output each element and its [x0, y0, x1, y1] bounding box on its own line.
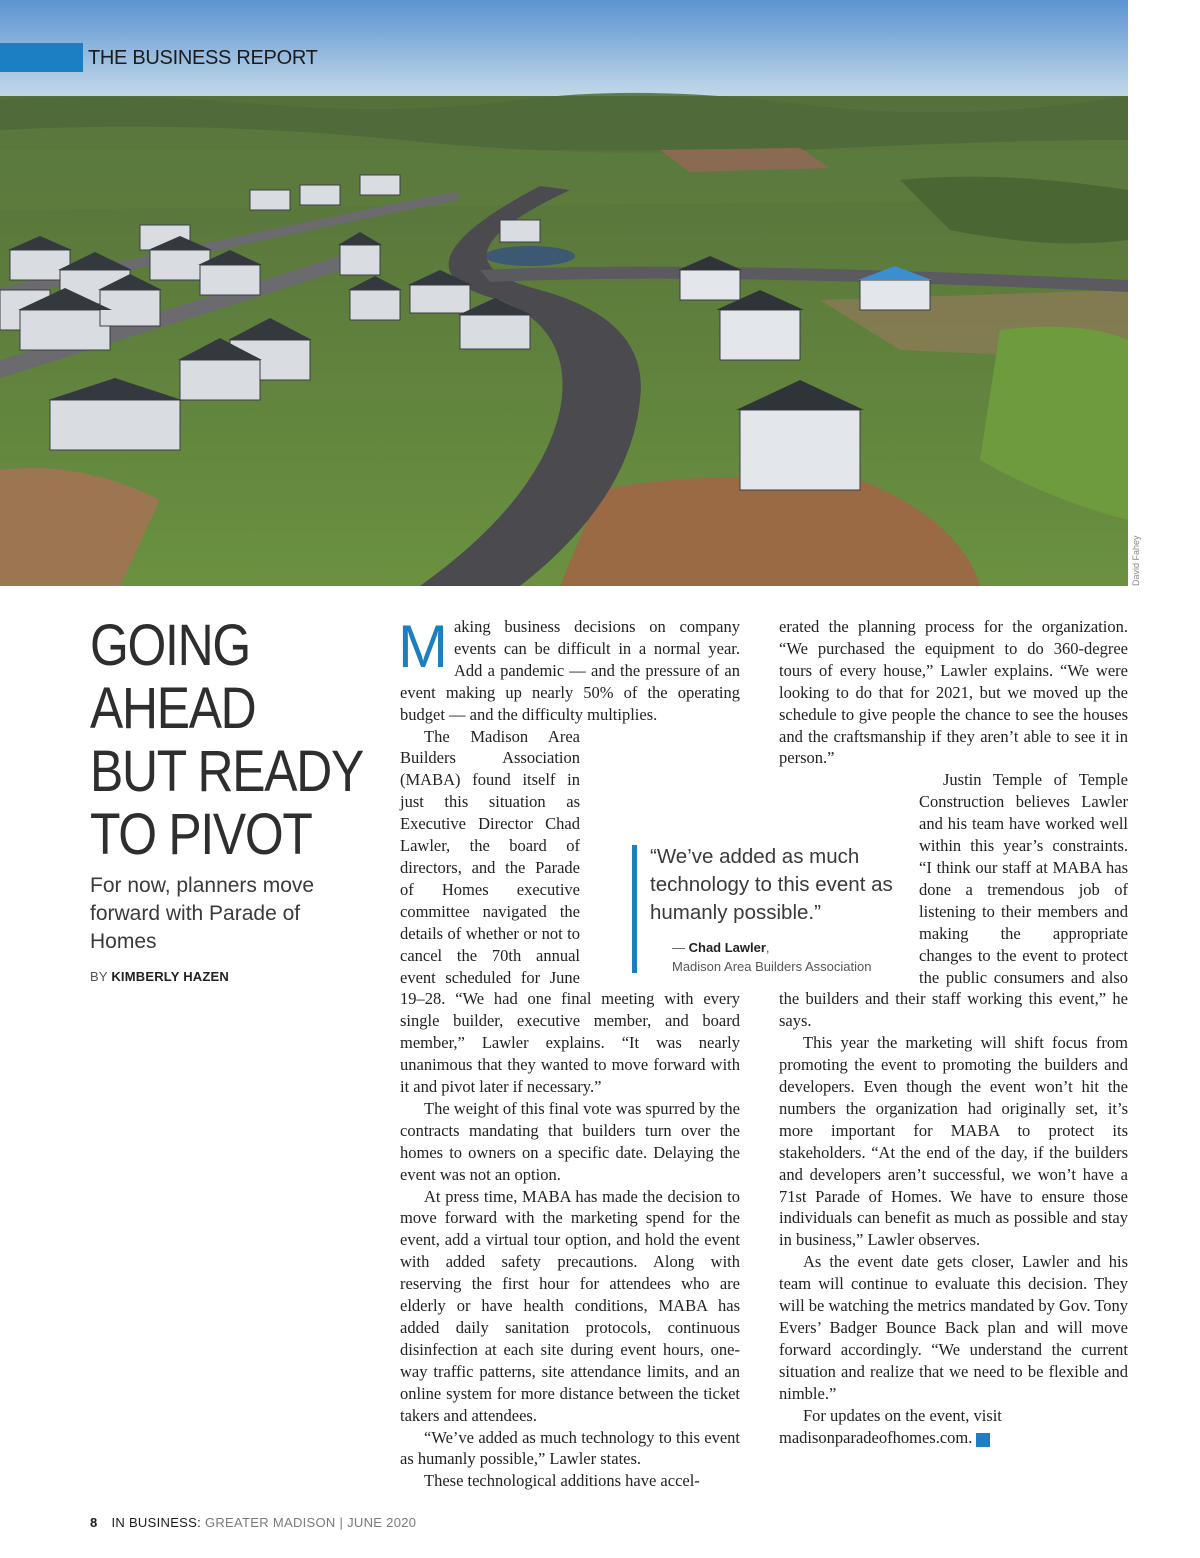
aerial-subdivision-illustration [0, 0, 1128, 586]
headline [90, 613, 363, 867]
paragraph [398, 613, 740, 726]
paragraph: The weight of this final vote was spurred by the contracts mandating that builders turn over the homes to owners on a specific date. Delaying the event was not an option. [400, 1098, 740, 1184]
article-column-2 [779, 616, 1128, 1448]
byline-prefix: BY [90, 969, 108, 984]
paragraph-text: aking business decisions on company events can be difficult in a normal year. Add a pandemic — and the pressure of an event making up nearly 50% of the operating budget — and the difficulty multiplies. [400, 617, 740, 724]
paragraph: As the event date gets closer, Lawler and his team will continue to evaluate this decision. They will be watching the metrics mandated by Gov. Tony Evers’ Badger Bounce Back plan and will move forward accordingly. “We understand the current situation and realize that we need to be flexible and nimble.” [779, 1252, 1128, 1403]
page-number: 8 [90, 1515, 98, 1530]
section-accent-bar [0, 43, 83, 72]
end-mark-icon: IB [976, 1433, 990, 1447]
attribution-dash: — [672, 940, 685, 955]
byline [90, 969, 229, 984]
drop-cap: M [398, 613, 448, 680]
paragraph: This year the marketing will shift focus from promoting the event to promoting the builders and developers. Even though the event won’t hit the numbers the organization had originally set, it’s more important for MABA to protect its stakeholders. “At the end of the day, if the builders and developers aren’t successful, we won’t have a 71st Parade of Homes. We have to ensure those individuals can benefit as much as possible and stay in business,” Lawler observes. [779, 1033, 1128, 1250]
paragraph-text: Justin Temple of Temple Construction believes Lawler and his team have worked well within this year’s constraints. “I think our staff at MABA has done a tremendous job of listening to their members and making the appropriate changes to the event to protect the public consumers and also the builders and their staff working this event,” he says. [779, 770, 1128, 1031]
photo-credit: David Fahey [1131, 535, 1141, 586]
pull-quote-attribution [672, 938, 932, 976]
paragraph: erated the planning process for the organization. “We purchased the equipment to do 360-degree tours of every house,” Lawler explains. “We were looking to do that for 2021, but we moved up the schedule to give people the chance to see the houses and the craftsmanship if they aren’t able to see it in person.” [779, 617, 1128, 768]
attribution-name: Chad Lawler [688, 940, 766, 955]
paragraph: “We’ve added as much technology to this event as humanly possible,” Lawler states. [400, 1427, 740, 1469]
headline-line: GOING [90, 613, 250, 678]
paragraph: These technological additions have accel- [424, 1471, 700, 1491]
paragraph-text: For updates on the event, visit madisonparadeofhomes.com. [779, 1405, 1002, 1447]
paragraph-text: The Madison Area Builders Association (MABA) found itself in just this situation as Executive Director Chad Lawler, the board of directors, and the Parade of Homes executive committee navigated the details of whether or not to cancel the 70th annual event scheduled for June 19–28. “We had one final meeting with every single builder, executive member, and board member,” Lawler explains. “It was nearly unanimous that they wanted to move forward with it and pivot later if necessary.” [400, 726, 740, 1097]
section-label: THE BUSINESS REPORT [88, 47, 318, 69]
pull-quote-rule [632, 845, 637, 973]
edition-info: GREATER MADISON | JUNE 2020 [204, 1515, 417, 1530]
hero-photo [0, 0, 1128, 586]
paragraph [779, 1405, 1128, 1449]
headline-line: TO PIVOT [90, 802, 312, 867]
headline-line: AHEAD [90, 676, 256, 741]
headline-line: BUT READY [90, 739, 363, 804]
deck-subtitle: For now, planners move forward with Parade of Homes [90, 874, 315, 953]
article-column-1 [398, 613, 740, 1492]
pull-quote-text: “We’ve added as much technology to this event as humanly possible.” [650, 845, 893, 924]
attribution-org: Madison Area Builders Association [672, 959, 872, 974]
attribution-comma: , [765, 940, 770, 955]
pull-quote [632, 845, 922, 973]
paragraph: At press time, MABA has made the decision to move forward with the marketing spend for the event, add a virtual tour option, and hold the event with added safety precautions. Along with reserving the first hour for attendees who are elderly or have health conditions, MABA has added daily sanitation protocols, continuous disinfection at each site during event hours, one-way traffic patterns, site attendance limits, and an online system for more distance between the ticket takers and attendees. [400, 1186, 740, 1425]
publication-name: IN BUSINESS: [111, 1515, 202, 1530]
page-footer [90, 1515, 416, 1530]
author-name: KIMBERLY HAZEN [111, 969, 229, 984]
